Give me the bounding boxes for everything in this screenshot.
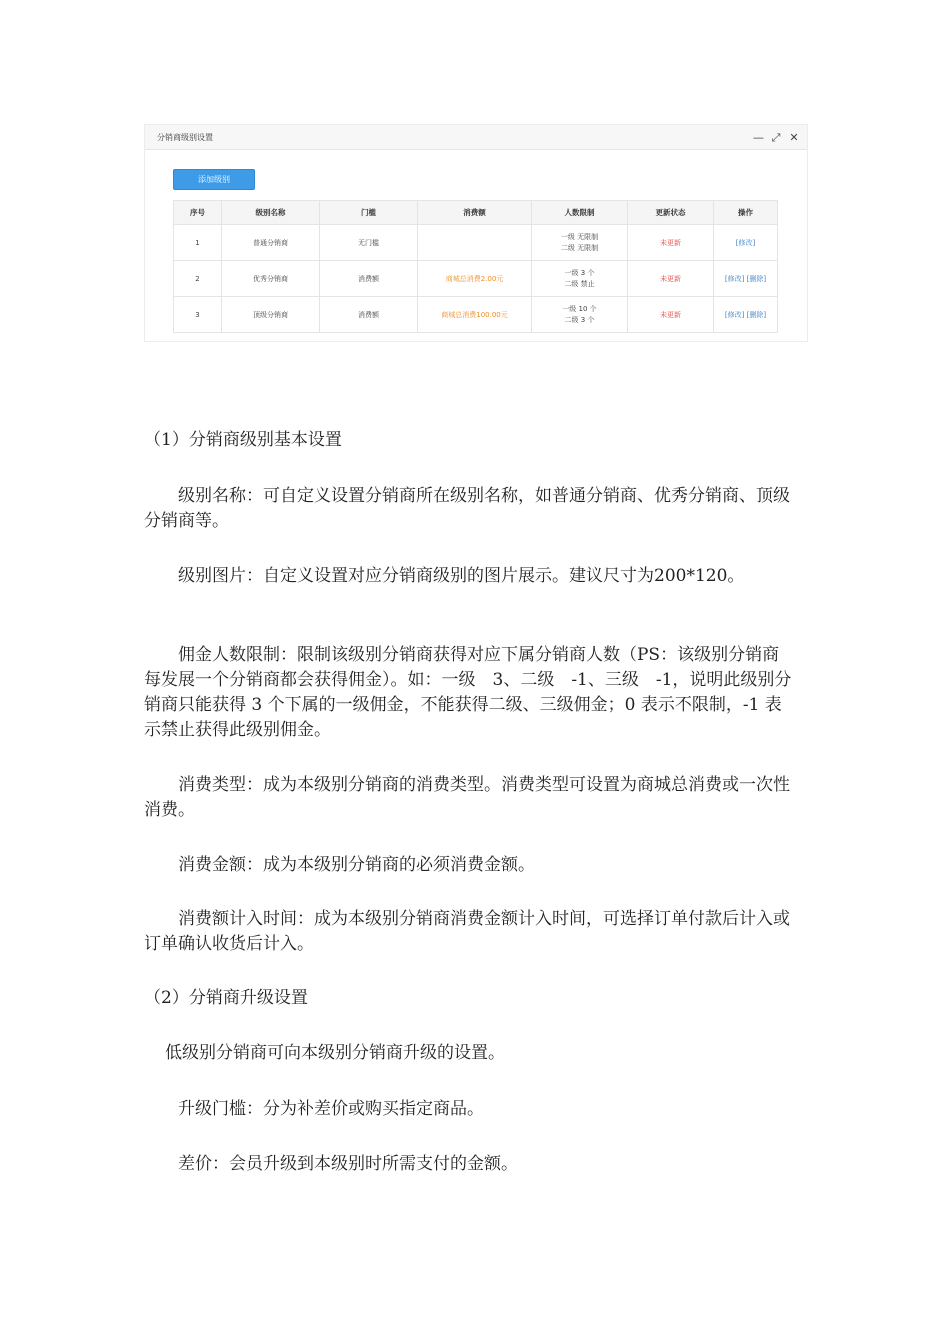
cell-no: 2 <box>174 261 222 297</box>
para-consume-time: 消费额计入时间：成为本级别分销商消费金额计入时间，可选择订单付款后计入或订单确认收货后计入。 <box>144 909 790 954</box>
cell-limit <box>532 225 628 261</box>
limit-level2: 二级 禁止 <box>564 279 595 288</box>
cell-status: 未更新 <box>628 297 714 333</box>
table-row <box>174 225 778 261</box>
cell-limit <box>532 297 628 333</box>
col-header-ops: 操作 <box>714 201 778 225</box>
close-icon[interactable]: ✕ <box>789 130 799 144</box>
cell-status: 未更新 <box>628 225 714 261</box>
cell-amount <box>418 225 532 261</box>
limit-level2: 二级 无限制 <box>560 243 599 252</box>
cell-amount: 商城总消费2.00元 <box>418 261 532 297</box>
maximize-icon[interactable]: ⤢ <box>771 130 781 144</box>
cell-name: 优秀分销商 <box>222 261 320 297</box>
col-header-threshold: 门槛 <box>320 201 418 225</box>
dialog-title: 分销商级别设置 <box>157 132 213 142</box>
window-controls <box>753 132 799 143</box>
limit-level1: 一级 3 个 <box>564 268 595 277</box>
cell-threshold: 消费额 <box>320 261 418 297</box>
add-level-button[interactable]: 添加级别 <box>173 169 255 190</box>
level-table <box>173 200 778 333</box>
level-settings-dialog <box>144 124 808 342</box>
cell-no: 1 <box>174 225 222 261</box>
section-heading-upgrade: （2）分销商升级设置 <box>144 988 308 1008</box>
para-commission-limit: 佣金人数限制：限制该级别分销商获得对应下属分销商人数（PS：该级别分销商每发展一个分销商都会获得佣金）。如：一级 3、二级 -1、三级 -1，说明此级别分销商只能获得 3 个下属的一级佣金，不能获得二级、三级佣金；0 表示不限制，-1 表示禁止获得此级别佣金。 <box>144 645 792 740</box>
cell-limit <box>532 261 628 297</box>
table-row <box>174 297 778 333</box>
edit-delete-links[interactable]: [修改] [删除] <box>714 297 778 333</box>
limit-level1: 一级 无限制 <box>560 232 599 241</box>
para-consume-type: 消费类型：成为本级别分销商的消费类型。消费类型可设置为商城总消费或一次性消费。 <box>144 775 790 820</box>
section-heading-basic: （1）分销商级别基本设置 <box>144 430 342 450</box>
cell-no: 3 <box>174 297 222 333</box>
limit-level1: 一级 10 个 <box>562 304 597 313</box>
col-header-name: 级别名称 <box>222 201 320 225</box>
edit-link[interactable]: [修改] <box>714 225 778 261</box>
cell-amount: 商城总消费100.00元 <box>418 297 532 333</box>
dialog-titlebar <box>145 125 807 150</box>
minimize-icon[interactable]: — <box>753 130 764 144</box>
cell-name: 顶级分销商 <box>222 297 320 333</box>
edit-delete-links[interactable]: [修改] [删除] <box>714 261 778 297</box>
col-header-no: 序号 <box>174 201 222 225</box>
para-price-diff: 差价：会员升级到本级别时所需支付的金额。 <box>178 1154 518 1174</box>
para-upgrade-threshold: 升级门槛：分为补差价或购买指定商品。 <box>178 1099 484 1119</box>
para-consume-amount: 消费金额：成为本级别分销商的必须消费金额。 <box>178 855 535 875</box>
cell-threshold: 无门槛 <box>320 225 418 261</box>
cell-name: 普通分销商 <box>222 225 320 261</box>
col-header-status: 更新状态 <box>628 201 714 225</box>
table-row <box>174 261 778 297</box>
cell-threshold: 消费额 <box>320 297 418 333</box>
col-header-amount: 消费额 <box>418 201 532 225</box>
table-header-row <box>174 201 778 225</box>
para-level-image: 级别图片：自定义设置对应分销商级别的图片展示。建议尺寸为200*120。 <box>178 566 745 586</box>
para-level-name: 级别名称：可自定义设置分销商所在级别名称，如普通分销商、优秀分销商、顶级分销商等。 <box>144 486 790 531</box>
cell-status: 未更新 <box>628 261 714 297</box>
col-header-limit: 人数限制 <box>532 201 628 225</box>
limit-level2: 二级 3 个 <box>564 315 595 324</box>
para-upgrade-intro: 低级别分销商可向本级别分销商升级的设置。 <box>165 1043 505 1063</box>
